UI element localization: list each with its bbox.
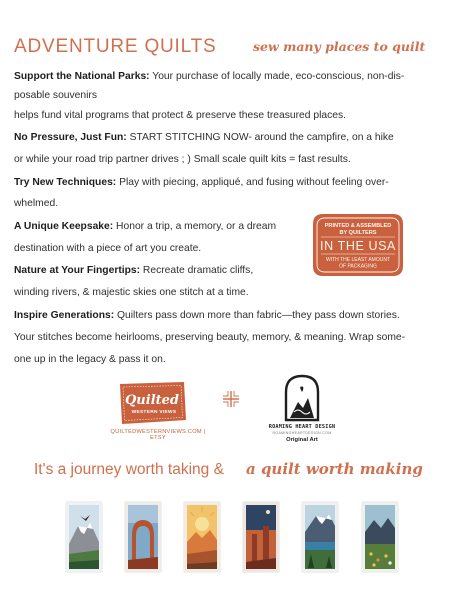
paragraph-line [14,70,436,83]
paragraph-line [14,197,436,210]
badge-bottom-line2: OF PACKAGING [339,263,377,270]
sunrise-canyon-quilt-thumbnail[interactable] [184,502,220,572]
paragraph-text: helps fund vital programs that protect & preserve these treasured places. [14,110,346,121]
paragraph-text: Your stitches become heirlooms, preserving beauty, memory, & meaning. Wrap some- [14,332,406,343]
tagline-plain: It's a journey worth taking & [34,461,224,478]
quilted-logo-name: Quilted [124,393,180,408]
paragraph-text: Play with piecing, appliqué, and fusing without feeling over- [116,177,389,188]
quilted-logo-sub: WESTERN VIEWS [131,410,177,415]
paragraph-line [14,89,436,102]
roaming-logo-name: ROAMING HEART DESIGN [268,424,336,430]
badge-by-text: BY QUILTERS [339,230,377,236]
paragraph-line [14,331,436,344]
quilted-logo-caption: QUILTEDWESTERNVIEWS.COM | ETSY [110,429,206,441]
paragraph-text: Your purchase of locally made, eco-conscious, non-dis- [149,71,405,82]
roaming-heart-design-logo [278,372,326,422]
paragraph-line [14,309,436,322]
badge-top-text: PRINTED & ASSEMBLED [324,223,392,229]
paragraph-label: Inspire Generations: [14,310,115,321]
title-script: sew many places to quilt [253,39,426,54]
paragraph-text: or while your road trip partner drives ; ) Small scale quilt kits = fast results. [14,154,351,165]
roaming-logo-sub: ROAMINGHEARTDESIGN.COM [272,431,332,435]
quilted-western-views-logo [116,380,188,426]
badge-main-text: IN THE USA [320,239,396,253]
paragraph-text: Honor a trip, a memory, or a dream [113,221,277,232]
paragraph-label: Support the National Parks: [14,71,150,82]
paragraph-line [14,353,436,366]
title-main: ADVENTURE QUILTS [14,36,217,57]
paragraph-text: whelmed. [14,198,59,209]
roaming-logo-art: Original Art [286,437,318,443]
paragraph-text: winding rivers, & majestic skies one stitch at a time. [14,287,249,298]
quilt-thumbnails [66,502,400,574]
badge-bottom-line1: WITH THE LEAST AMOUNT [326,257,390,263]
paragraph-text: Recreate dramatic cliffs, [140,265,254,276]
page-title [14,36,454,62]
paragraph-text: one up in the legacy & pass it on. [14,354,166,365]
made-in-usa-badge [311,212,405,278]
delicate-arch-quilt-thumbnail[interactable] [125,502,161,572]
paragraph-line [14,109,436,122]
paragraph-line [14,131,436,144]
tagline-script: a quilt worth making [246,460,423,478]
paragraph-label: Nature at Your Fingertips: [14,265,141,276]
paragraph-text: Quilters pass down more than fabric—they pass down stories. [114,310,400,321]
paragraph-label: No Pressure, Just Fun: [14,132,127,143]
paragraph-label: Try New Techniques: [14,177,117,188]
mountain-lake-quilt-thumbnail[interactable] [302,502,338,572]
paragraph-line [14,153,436,166]
paragraph-line [14,176,436,189]
plus-icon [222,390,240,408]
mountain-eagle-quilt-thumbnail[interactable] [66,502,102,572]
wildflower-valley-quilt-thumbnail[interactable] [362,502,398,572]
paragraph-text: destination with a piece of art you create. [14,243,202,254]
paragraph-text: posable souvenirs [14,90,97,101]
paragraph-text: START STITCHING NOW- around the campfire, on a hike [126,132,394,143]
paragraph-line [14,286,436,299]
paragraph-label: A Unique Keepsake: [14,221,114,232]
red-rock-hoodoo-quilt-thumbnail[interactable] [243,502,279,572]
